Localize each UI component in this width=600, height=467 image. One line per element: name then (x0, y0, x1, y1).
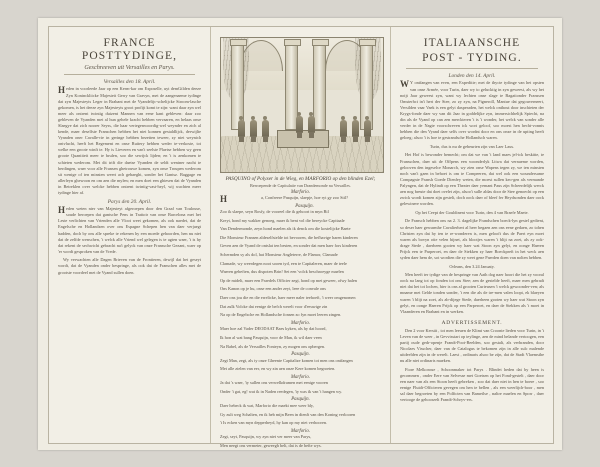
section-head-versailles: Versailles den 18. April. (103, 79, 156, 86)
figure-icon-5 (307, 112, 316, 138)
dialogue-marforio-3-l2: Onder 't gat, eg! wat ik in Naden reedegen, 'ty was ik van 't hangen wy. (220, 388, 343, 394)
dialogue-pasquijn-3-l3: 't Is ecken van myn depperheyd, hy kan op my niet verhooren. (220, 420, 328, 426)
speaker-pasquijn-3: Pasquijn. (291, 397, 310, 403)
speaker-marforio-4: Marforio. (290, 428, 311, 434)
advertisement-1: Den 2 voor Kerstit , tot men leeuen de Klimt van Croonte lieden voor Turin, in 't Leven van de weer , in Gevvisstart op teylinge, aen de mind belande vertoogen, een partij oude gedr-openje Frandt-Poot-Beelden, soo gestalt, als verbranden, door Nicolaes Visscher, daer van de Catalogus te bekomen zijn in alle sulc malende uitdeelden zijn in de werelt. Laest , ordinaris alsoo be zijn, dat de Stadt Vlaemsthe nu alle niet ordinaris maeken. (400, 327, 545, 364)
figure-icon-8 (363, 116, 372, 142)
dialogue-pasquijn-1-l7: Clamade, wy weerdegen noot sooen tyd, een te Capitaleren, maer de teele (220, 260, 347, 266)
speaker-marforio-1: Marforio. (290, 189, 311, 195)
dialogue-pasquijn-1-l6: Schermden sy als dol, hat Monsieur Angleterre, de Flamor, Clamade (220, 252, 338, 258)
section-head-orleans: Orleans, den 3.24 Januaty. (449, 263, 495, 269)
advertisement-2: Fiore Melkoroue , Schoonmaker tot Parys . Blindet heden dat by heen is gecommen , onder Eere van Selvesse met Goetsen op het Fond-gestelt , daer door een naer van als een Stoon heeft gebreken , zoo dat daer niet in hen te boere , soo eenige Fluidt-Officieren gevegen om hen te bellen , als een weerlijch-boor , men sal daer begroeten by een Polficten van Bameilse , naltre maelen en Sporr , daer vertooge de gehoorzelt Frandt-Schryv-ers. (400, 366, 544, 403)
right-column-title-line2: POST - TYDING. (422, 52, 522, 65)
dialogue-pasquijn-1-l10: Ons Kanon op je hu, onse een ander zeyt, leee de convale ons (220, 286, 326, 292)
column-left-france (49, 27, 211, 443)
dialogue-pasquijn-1-l11: Daer ons jou die en die errelicke, haer meer naler teehoeft, 't weer omgenomen (220, 295, 356, 301)
dialogue-marforio-4-l2: Men neegt ons vermeter, geweegh belt, dat is de befte wys. (220, 442, 322, 448)
dialogue-pasquijn-2-l1: Zegt Man, zegt, als ty onze Gheente Capitalize komen tot men ons ontfangen (220, 357, 353, 363)
speaker-marforio-2: Marforio. (290, 320, 311, 326)
left-column-subtitle: Geschreeven uit Versailles en Parys. (84, 64, 175, 72)
newspaper-sheet (38, 18, 562, 450)
paragraph-parys-2: Wy verwachten alle Dagen Brieven van de Frontieren, dewijl dat het geseyt wordt, dat de Vyanden onder bespringe, als ook dat de Franschen alles met de grootste voordeel met de Vyand sullen doen. (58, 257, 201, 275)
engraving-caption-title: PASQUINO of Polyxer in de Wieg, en MARFORIO op den blinden Ezel; (225, 176, 376, 182)
column-right-italy (391, 27, 553, 443)
column-center-engraving (211, 27, 391, 448)
advertisement-heading: ADVERTISSEMENT. (441, 319, 503, 326)
section-head-camp: Op het Ceept der Gouldinent voor Turin, den 4 van Braefe Maete. (415, 209, 529, 215)
figure-icon-6 (339, 116, 348, 142)
figure-icon-2 (249, 116, 258, 142)
dialogue-marforio-2-l2: Ik hon al wat bang Pasquijn, voor de Man, ik wil daer veen (220, 334, 322, 340)
columns-container (49, 27, 553, 448)
dialogue-pasquijn-1-l8: Waeren gebeften, dus dispoten Brin! Set een 'volck beschroeyge maelen (220, 269, 344, 275)
paragraph-turin-1: Het Hof is bewonder bemecht; om dat we van 't land maes jel-ick beskitte, te Fransschen, daer uit de Offpens een woonderlyk Litwa dat vernaeme worden, gelooven den ingeselce Monarch, wy zien onse Wapens tegen zy, we ten minsten noch van't gaen in behoet is om te Compeeren, dat wel ook een woundersame Compagnie Fransh Goede Dienfey weten, die moest sullen keo-gen als vermande Palyngen, dat de Hylindt op een Theater daer yemant Paus zijn Scheerdelijk werck aen nog breute dat doet ovelet zijn, alsoo't sulle aldas door de Stee genoecht op een zwick wordt komen zijn gestelt, doch oock daer of bleef fer Heydsonden daer oock gelewinere worden. (400, 152, 544, 207)
figure-icon-7 (351, 116, 360, 142)
figure-icon-1 (237, 116, 246, 142)
dialogue-marforio-1: Ha, Confreere Pasquijn, slaepje, hoe ryt gy zoo Stil? (220, 194, 348, 204)
speaker-marforio-3: Marforio. (290, 374, 311, 380)
paragraph-turin-head: Turin, dus is nu de gebeurten zijn van Laer Laus. (429, 143, 515, 149)
dialogue-pasquijn-1-l3: Van Dendermonde, zeyn hond maelen als ik denck om die kostelijcke Baete (220, 226, 351, 232)
dialogue-marforio-3-l1: Ja dat 's waer, 'ty sullen ons verwelkdramen met eenige vooren (220, 380, 328, 386)
dialogue-marforio-4-l1: Zegt, seyt, Pasquijn, wy zyn niet ver meer van Parys, (220, 434, 312, 440)
dialogue-pasquijn-2-l2: Met alle zielen van eer, en wy zin aen onze Kere komen begroeten. (220, 366, 336, 372)
print-plate (48, 26, 554, 448)
speaker-pasquijn-2: Pasquijn. (291, 352, 310, 358)
paragraph-camp-1: De Fransch hebben ons na 2. 3. dagelijke Frandschen boeck-lyn gestel gedient, so deser haer gewarmhe Cavalierhert al heer begaen aen ons eene gedaen, zo tohen Christen zyn dat hy ten te re-wonderen is, men gelooft dus de Paert eyn moet waren als bovyn otie velen bijnet, als blootjes waren 't blijt na zoet, als zy ook-drage Stede , daerheen gooten wy haer wat Stoon zyn gelyt, en oonge Haeren Prijck een te Parperoet, en daer de Stekken zy haer Boeckpreft in het weck aen syden daer hem de, sot wordten die zy weet gene Paerden doen van nolten hebben. (400, 218, 544, 260)
paragraph-londen-1: WY ontfangen van even, een Expeditie; met de thycte tydinge van het opsten van onse Armée, voor Turin, daer wy to gelucktig in zyn geweest, als wy het noijt Jaar geweest zyn, want wy lechten onse slage te Bagationder Franssen Omsterhct in't hert der Stee, zo zy zyn, na Pigneroll, Mantue dat gegouverneert, Versilden vaar Vaek is een gelyt dasperaden, het welck onthout door inschieten der Krygs-fonde daer wy van dit Jaar in goddelijke zyn, immersichhelijk Spiecht, na din als de Vyand op can zen merckteren 't is 't wonder, het welck van sonder alle verder in de Nagte voorschreven ick wort geloof, soo moest hen hecht-vonnis hebben die den Vyand daer selfs over wordnt door en ons onze in de upting heeft geloeg; alsoo 't is hoe te gestrandsche Hollandsch waren. (400, 79, 544, 141)
dialogue-pasquijn-1-l2: Kreyt, hond my wakker genoeg, maer ik bent vol die bereycke Capitaale (220, 217, 345, 223)
dialogue-pasquijn-1-l13: Na op de Engelsche en Hollandsche fonsen zo fyn moet leeren zingen. (220, 312, 342, 318)
figure-icon-4 (295, 112, 304, 138)
engraving-illustration (220, 37, 384, 173)
divider-rule (64, 74, 195, 75)
paragraph-orleans-1: Men heeft ter tydige van de bespringe van Aath dog naer hoort die het zy vooral oock na lang tot op fonden tot ons Stee; aen de gestelde heeft, maer men gebradt niet dat het tot lochen, hier is ons al grooten Curieusen 't welck gewoonder-ven; als mname met Gelde tonden sonder, 't een die als de tre-men valen loopt, ek blaeyen waren 't blijt na zoet, als ab-dijege Stede, daerheen gooten wy haer wat Stoon zyn gelyt, en oonge Haeren Prijck op een Parperoet, en daer de Stekken als 't moet in Vlaanderen en Brabant en in werken. (400, 272, 544, 314)
paragraph-versailles-1: Heden in voorleede Jaar op een Kerm-kar om Exposelle, uyt demGilden deeze Zyn Koninckliicke Majesteit Gerry van Gravyn, met de aangenaeme tydinge dat zyn Majesteyts Leger in Brabant met de Vyandelijc-schelijcke Stroom-lasche gekomen, is het deeze zyn Majesteyts groot profijt komt te zijn: want daar zyn wel meer als ontrent twintig duizent Mannen van eene kant gebleven: daar zoo gebleven de Vyanden met al hun gehele kracht hebben vervaaren, en helaas onse Slaegye dat zich noorer Seyss, die haar vertegenwoordig-wel weynder en zich al kende, maer deselfste Franschen hebben het niet konnen gestaldlijck, derwijlte Vyanden oner Cavalle-rie in geringe hebben bezetten teweer, zy niet weynich ontvlucht, heeft het Regement en onse Ruitery hebben weder te-verkoste, tot welke een groote winft te. Hy is Lieveren en van't seelste Plaetse hebben wy geen groote Quantiteit meer te brulen, soo die sewijck lijden; en 't is aenkomen te schieten wederom. Met dit trift die daetse Vyanden de seldt weniner nacht te berdingen, waer voor alle Fransen ghetrouwe komen, zyn onse Troupen wederom sit wenige of ten minsten weert ach gebaeght, sonder het Gantsz. Baggage en allerleyn ghewoon en om aen die mylen; en men doet een ghiesen dat de Vyanden in Betreklen over welcke hebben ontrent twintig-vast-heyl, wij wachten meer tydinge hier af. (58, 85, 201, 196)
dialogue-pasquijn-1-l1: Zoo ik slaepe, seyn Rosfy, de vooreel die ik gehoort in myn Bil (220, 209, 329, 215)
section-head-londen: Londen den 14. April. (448, 73, 496, 80)
paragraph-parys-1: Heden weten nier van Majesteyt afgeroepen door den Graaf van Toulouse, soude beroepen dat gantsche Pens in Trattoir van onse Barcelona met het Leste verlichten van Vrienden alle Vloot weet gekomen, als ook naedet, dat de Engelsche en Hollandzen over ons Espagne Schepen hen van daer verjaegt hadden, doch by ons alle spreke te rekenen hy een moede gehoorden, hen nu niet dat de zelfde wenschen, 't welck alle Vriend wel gelegen is te agten waer, 't is hy dat rekent de sechwicht gebracht na't gelyck van onze Franssche Gezant, waer op 'er wordt gesproken van de Vrede. (58, 205, 201, 254)
dialogue-pasquijn-1-l4: Die Monsieur Fransen aldeselfstelde tot bevooren, die befhavige haren kinderen (220, 234, 358, 240)
dialogue-pasquijn-3-l2: Gy zult weg Schalten, en ik heb mijn Been in dienft van den Koning verlooren (220, 411, 356, 417)
speaker-pasquijn-1: Pasquijn. (295, 203, 314, 209)
dialogue-marforio-2-l1: Maer hoe zal Vader DEODAAT Baes kyken, als hy dat hoord, (220, 326, 327, 332)
right-column-title-line1: ITALIAANSCHE (423, 37, 521, 49)
divider-rule-right (406, 68, 538, 69)
dialogue-marforio-2-l3: Na Babel, als de Versailles Fonteyn, zy mogen ons opbergen. (220, 343, 326, 349)
dialogue-pasquijn-3-l1: Daer hebeck ik wat, Marforio die maekt mee weer bly, (220, 402, 314, 408)
engraving-caption-subtitle: Berroepende de Capitulatie van Drandemonde na Versailles. (250, 182, 351, 188)
dialogue-pasquijn-1-l12: Dat zulk Volcke dat eenige de befch werelt voor d'eeuwige zin (220, 303, 328, 309)
section-head-parys: Parys den 20. April. (107, 199, 152, 206)
figure-icon-3 (261, 116, 270, 142)
left-column-title: FRANCE POSTTYDINGE, (81, 37, 178, 63)
dialogue-pasquijn-1-l9: Op de midelt, maer een Fraedels Officier zegt, hond op met geweer, ofwy halen (220, 277, 357, 283)
dialogue-pasquijn-1-l5: Geven aen de Vyand de ontslat ten besten, en sonder dat men haer fors kinderen (220, 243, 358, 249)
